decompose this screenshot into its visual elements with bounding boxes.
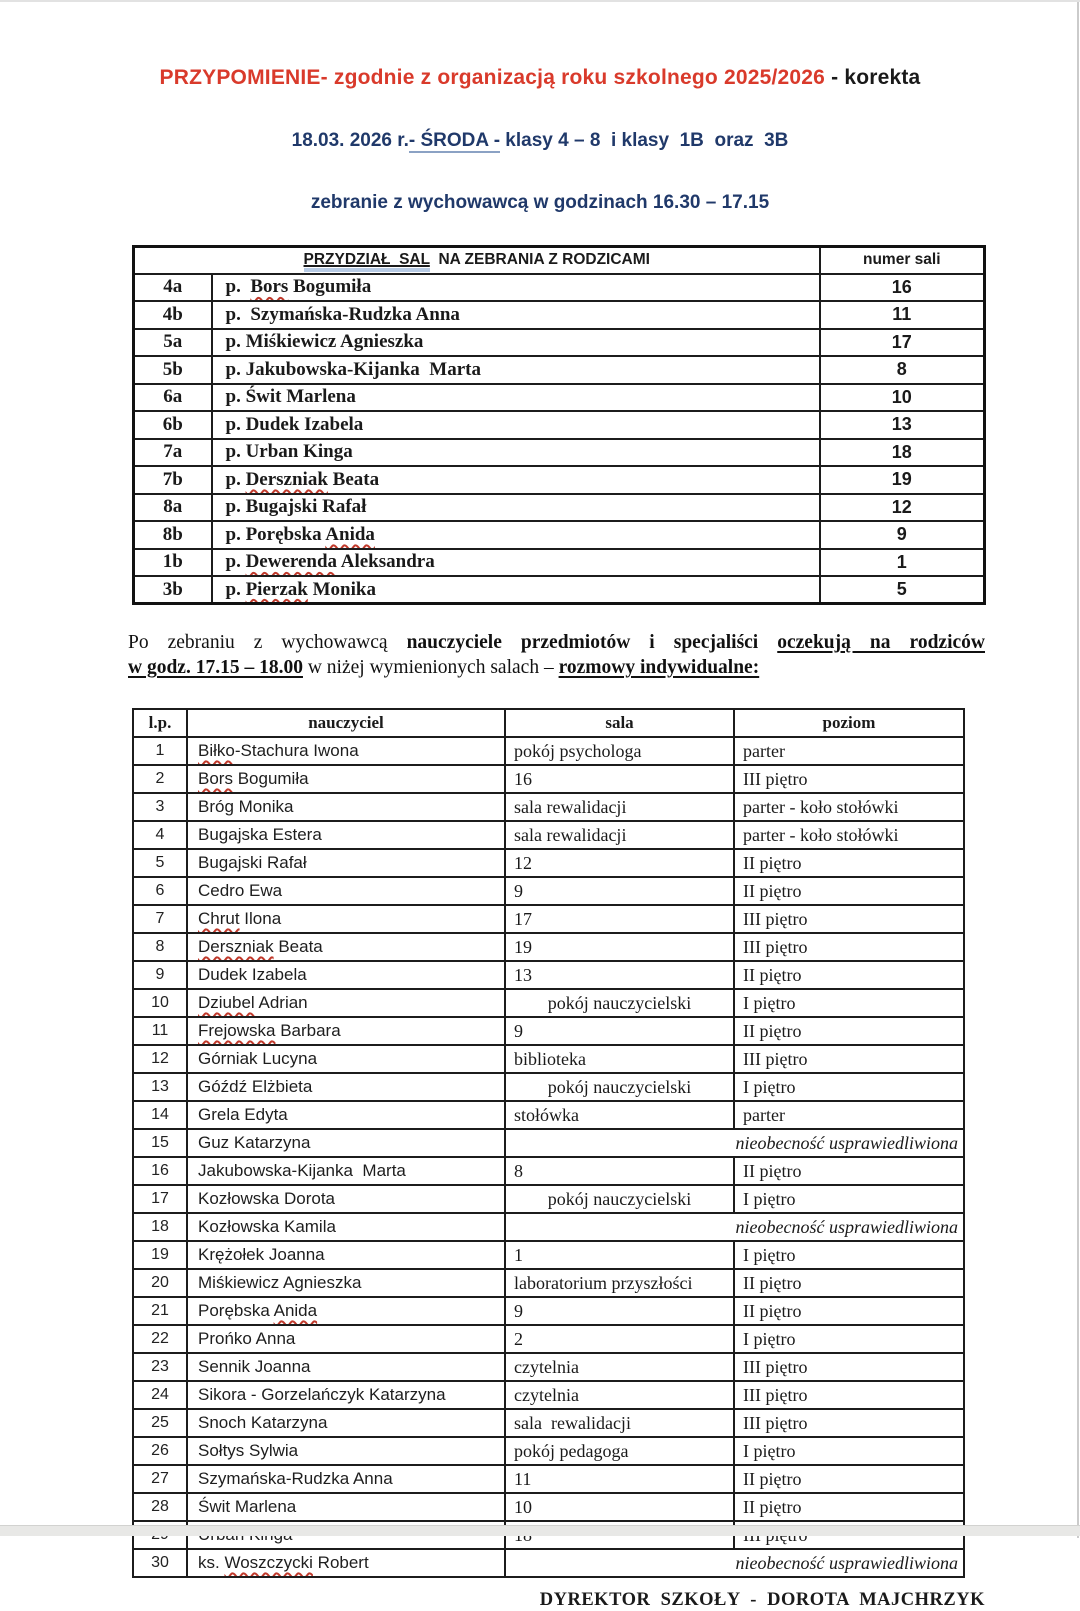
- row-number: 15: [133, 1129, 187, 1157]
- teacher-name: Bugajska Estera: [187, 821, 505, 849]
- table-row: [133, 905, 964, 933]
- room-cell: 9: [505, 877, 734, 905]
- teacher-name: Kozłowska Kamila: [187, 1213, 505, 1241]
- table-row: [134, 329, 985, 357]
- intro-underlined-2: w godz. 17.15 – 18.00: [128, 657, 303, 678]
- intro-normal-1: Po zebraniu z wychowawcą: [128, 632, 407, 653]
- table-row: [134, 274, 985, 302]
- level-cell: II piętro: [734, 849, 964, 877]
- room-cell: pokój pedagoga: [505, 1437, 734, 1465]
- teacher-header: nauczyciel: [187, 709, 505, 737]
- spellcheck-underline: Bors: [198, 769, 233, 788]
- row-number: 21: [133, 1297, 187, 1325]
- spellcheck-underline: Woszczycki: [224, 1553, 313, 1572]
- table-header-row: [133, 709, 964, 737]
- teacher-name: Bors Bogumiła: [187, 765, 505, 793]
- teacher-name: Derszniak Beata: [187, 933, 505, 961]
- row-number: 1: [133, 737, 187, 765]
- table-row: [133, 1017, 964, 1045]
- class-label: 5b: [134, 356, 212, 384]
- row-number: 5: [133, 849, 187, 877]
- spellcheck-underline: Anida: [273, 1301, 318, 1320]
- intro-underlined-3: rozmowy indywidualne:: [558, 657, 760, 678]
- table-row: [133, 933, 964, 961]
- room-number-header: numer sali: [820, 247, 985, 274]
- room-cell: biblioteka: [505, 1045, 734, 1073]
- room-cell: 2: [505, 1325, 734, 1353]
- level-cell: parter - koło stołówki: [734, 793, 964, 821]
- teacher-name: p. Dudek Izabela: [212, 411, 820, 439]
- intro-underlined-1: oczekują na rodziców: [777, 632, 985, 653]
- row-number: 10: [133, 989, 187, 1017]
- room-number: 11: [820, 301, 985, 329]
- table-row: [134, 411, 985, 439]
- spellcheck-underline: Anida: [325, 523, 375, 545]
- row-number: 16: [133, 1157, 187, 1185]
- spellcheck-underline: Pierzak: [245, 578, 308, 600]
- teacher-name: p. Porębska Anida: [212, 521, 820, 549]
- level-cell: I piętro: [734, 1073, 964, 1101]
- level-cell: I piętro: [734, 1437, 964, 1465]
- teacher-name: p. Bugajski Rafał: [212, 494, 820, 522]
- teacher-name: Bugajski Rafał: [187, 849, 505, 877]
- teacher-name: Dziubel Adrian: [187, 989, 505, 1017]
- teacher-name: p. Szymańska-Rudzka Anna: [212, 301, 820, 329]
- table-row: [133, 1241, 964, 1269]
- teacher-name: Świt Marlena: [187, 1493, 505, 1521]
- teacher-name: Guz Katarzyna: [187, 1129, 505, 1157]
- level-cell: III piętro: [734, 933, 964, 961]
- level-cell: III piętro: [734, 1353, 964, 1381]
- table-row: [133, 1213, 964, 1241]
- class-label: 4a: [134, 274, 212, 302]
- table-row: [134, 521, 985, 549]
- teacher-name: Góźdź Elżbieta: [187, 1073, 505, 1101]
- room-cell: 1: [505, 1241, 734, 1269]
- lp-header: l.p.: [133, 709, 187, 737]
- spellcheck-underline: Derszniak: [245, 468, 328, 490]
- teacher-name: Grela Edyta: [187, 1101, 505, 1129]
- table-row: [133, 737, 964, 765]
- weekday-underlined: - ŚRODA -: [408, 130, 501, 151]
- teacher-name: p. Świt Marlena: [212, 384, 820, 412]
- absence-note: nieobecność usprawiedliwiona: [505, 1549, 964, 1577]
- level-cell: III piętro: [734, 765, 964, 793]
- intro-bold-1: nauczyciele przedmiotów i specjaliści: [406, 632, 778, 653]
- level-cell: II piętro: [734, 1017, 964, 1045]
- level-cell: II piętro: [734, 877, 964, 905]
- class-label: 5a: [134, 329, 212, 357]
- level-cell: II piętro: [734, 1297, 964, 1325]
- row-number: 17: [133, 1185, 187, 1213]
- table-row: [133, 765, 964, 793]
- teacher-name: Dudek Izabela: [187, 961, 505, 989]
- teacher-name: Jakubowska-Kijanka Marta: [187, 1157, 505, 1185]
- spellcheck-underline: Dewerenda: [245, 551, 338, 573]
- spellcheck-underline: Chrut: [198, 909, 240, 928]
- room-number: 12: [820, 494, 985, 522]
- row-number: 19: [133, 1241, 187, 1269]
- table-row: [133, 1269, 964, 1297]
- room-cell: sala rewalidacji: [505, 793, 734, 821]
- level-cell: parter - koło stołówki: [734, 821, 964, 849]
- table-row: [133, 793, 964, 821]
- room-assignment-table: [132, 245, 986, 605]
- level-cell: I piętro: [734, 1241, 964, 1269]
- teacher-name: Sołtys Sylwia: [187, 1437, 505, 1465]
- room-number: 16: [820, 274, 985, 302]
- room-number: 17: [820, 329, 985, 357]
- table-row: [133, 1101, 964, 1129]
- row-number: 3: [133, 793, 187, 821]
- table-row: [134, 301, 985, 329]
- level-cell: II piętro: [734, 1157, 964, 1185]
- assignment-header-rest: NA ZEBRANIA Z RODZICAMI: [429, 251, 650, 269]
- room-cell: 12: [505, 849, 734, 877]
- teacher-name: Porębska Anida: [187, 1297, 505, 1325]
- row-number: 28: [133, 1493, 187, 1521]
- room-cell: 13: [505, 961, 734, 989]
- teacher-name: Górniak Lucyna: [187, 1045, 505, 1073]
- teacher-name: p. Jakubowska-Kijanka Marta: [212, 356, 820, 384]
- teacher-name: Chrut Ilona: [187, 905, 505, 933]
- room-number: 9: [820, 521, 985, 549]
- table-row: [133, 1353, 964, 1381]
- title-red-text: PRZYPOMIENIE- zgodnie z organizacją roku szkolnego 2025/2026: [159, 66, 826, 89]
- meeting-time-line: zebranie z wychowawcą w godzinach 16.30 – 17.15: [310, 192, 770, 213]
- room-number: 19: [820, 466, 985, 494]
- teacher-name: Szymańska-Rudzka Anna: [187, 1465, 505, 1493]
- teacher-name: Prońko Anna: [187, 1325, 505, 1353]
- row-number: 24: [133, 1381, 187, 1409]
- level-cell: I piętro: [734, 1325, 964, 1353]
- table-row: [133, 961, 964, 989]
- table-row: [134, 576, 985, 604]
- table-row: [134, 439, 985, 467]
- document-title: [0, 66, 1080, 90]
- level-header: poziom: [734, 709, 964, 737]
- row-number: 26: [133, 1437, 187, 1465]
- table-row: [133, 1297, 964, 1325]
- room-number: 1: [820, 549, 985, 577]
- room-cell: sala rewalidacji: [505, 821, 734, 849]
- room-cell: stołówka: [505, 1101, 734, 1129]
- room-cell: 11: [505, 1465, 734, 1493]
- room-number: 5: [820, 576, 985, 604]
- class-label: 7a: [134, 439, 212, 467]
- room-cell: 9: [505, 1297, 734, 1325]
- table-row: [133, 1185, 964, 1213]
- absence-note: nieobecność usprawiedliwiona: [505, 1213, 964, 1241]
- table-row: [133, 1465, 964, 1493]
- class-label: 7b: [134, 466, 212, 494]
- page-top-edge: [0, 0, 1080, 2]
- teacher-name: p. Bors Bogumiła: [212, 274, 820, 302]
- table-header-row: [134, 247, 985, 274]
- row-number: 13: [133, 1073, 187, 1101]
- teacher-name: p. Miśkiewicz Agnieszka: [212, 329, 820, 357]
- room-cell: czytelnia: [505, 1353, 734, 1381]
- row-number: 23: [133, 1353, 187, 1381]
- document-header: [0, 0, 1080, 232]
- row-number: 2: [133, 765, 187, 793]
- director-signature: DYREKTOR SZKOŁY - DOROTA MAJCHRZYK: [539, 1590, 985, 1610]
- teacher-name: p. Dewerenda Aleksandra: [212, 549, 820, 577]
- room-number: 18: [820, 439, 985, 467]
- class-label: 6b: [134, 411, 212, 439]
- table-row: [134, 549, 985, 577]
- room-number: 8: [820, 356, 985, 384]
- room-cell: 19: [505, 933, 734, 961]
- room-cell: pokój nauczycielski: [505, 1185, 734, 1213]
- level-cell: II piętro: [734, 1269, 964, 1297]
- row-number: 12: [133, 1045, 187, 1073]
- teacher-name: Krężołek Joanna: [187, 1241, 505, 1269]
- room-number: 10: [820, 384, 985, 412]
- table-row: [134, 466, 985, 494]
- table-row: [133, 1381, 964, 1409]
- class-label: 3b: [134, 576, 212, 604]
- page-bottom-edge: [0, 1525, 1080, 1536]
- room-header: sala: [505, 709, 734, 737]
- intro-line-2: [128, 655, 985, 680]
- class-label: 6a: [134, 384, 212, 412]
- date-suffix: klasy 4 – 8 i klasy 1B oraz 3B: [500, 130, 789, 151]
- teacher-name: ks. Woszczycki Robert: [187, 1549, 505, 1577]
- level-cell: III piętro: [734, 1045, 964, 1073]
- level-cell: III piętro: [734, 905, 964, 933]
- level-cell: II piętro: [734, 961, 964, 989]
- row-number: 8: [133, 933, 187, 961]
- level-cell: II piętro: [734, 1465, 964, 1493]
- level-cell: III piętro: [734, 1409, 964, 1437]
- room-cell: czytelnia: [505, 1381, 734, 1409]
- class-label: 4b: [134, 301, 212, 329]
- teacher-name: Frejowska Barbara: [187, 1017, 505, 1045]
- row-number: 20: [133, 1269, 187, 1297]
- teacher-name: Sikora - Gorzelańczyk Katarzyna: [187, 1381, 505, 1409]
- teacher-name: Snoch Katarzyna: [187, 1409, 505, 1437]
- table-row: [133, 1073, 964, 1101]
- room-cell: sala rewalidacji: [505, 1409, 734, 1437]
- assignment-header-underlined: PRZYDZIAŁ SAL: [304, 251, 430, 272]
- room-cell: 8: [505, 1157, 734, 1185]
- room-cell: laboratorium przyszłości: [505, 1269, 734, 1297]
- row-number: 9: [133, 961, 187, 989]
- row-number: 14: [133, 1101, 187, 1129]
- intro-paragraph: [128, 630, 985, 680]
- table-row: [133, 989, 964, 1017]
- class-label: 8a: [134, 494, 212, 522]
- page-right-edge: [1077, 2, 1079, 1538]
- class-label: 8b: [134, 521, 212, 549]
- intro-line-1: [128, 630, 985, 655]
- teacher-name: Bróg Monika: [187, 793, 505, 821]
- spellcheck-underline: Derszniak: [198, 937, 274, 956]
- level-cell: I piętro: [734, 989, 964, 1017]
- teacher-name: Kozłowska Dorota: [187, 1185, 505, 1213]
- table-row: [133, 821, 964, 849]
- intro-normal-2: w niżej wymienionych salach –: [302, 657, 559, 678]
- row-number: 22: [133, 1325, 187, 1353]
- date-prefix: 18.03. 2026 r.: [291, 130, 409, 151]
- table-row: [133, 877, 964, 905]
- row-number: 25: [133, 1409, 187, 1437]
- teacher-name: p. Derszniak Beata: [212, 466, 820, 494]
- date-line: [0, 130, 1080, 152]
- assignment-header-cell: [134, 247, 820, 274]
- room-cell: pokój nauczycielski: [505, 989, 734, 1017]
- title-suffix: - korekta: [825, 66, 921, 89]
- teacher-name: p. Pierzak Monika: [212, 576, 820, 604]
- table-row: [133, 1549, 964, 1577]
- level-cell: III piętro: [734, 1381, 964, 1409]
- spellcheck-underline: Biłko: [198, 741, 235, 760]
- row-number: 18: [133, 1213, 187, 1241]
- row-number: 7: [133, 905, 187, 933]
- level-cell: II piętro: [734, 1493, 964, 1521]
- row-number: 27: [133, 1465, 187, 1493]
- teachers-schedule-table: [132, 708, 965, 1578]
- room-cell: 10: [505, 1493, 734, 1521]
- table-row: [133, 1325, 964, 1353]
- class-label: 1b: [134, 549, 212, 577]
- level-cell: parter: [734, 737, 964, 765]
- table-row: [134, 494, 985, 522]
- room-cell: 17: [505, 905, 734, 933]
- row-number: 11: [133, 1017, 187, 1045]
- row-number: 30: [133, 1549, 187, 1577]
- table-row: [133, 1129, 964, 1157]
- spellcheck-underline: Frejowska: [198, 1021, 276, 1040]
- teacher-name: Miśkiewicz Agnieszka: [187, 1269, 505, 1297]
- absence-note: nieobecność usprawiedliwiona: [505, 1129, 964, 1157]
- table-row: [133, 1493, 964, 1521]
- teacher-name: Sennik Joanna: [187, 1353, 505, 1381]
- teacher-name: p. Urban Kinga: [212, 439, 820, 467]
- table-row: [134, 384, 985, 412]
- room-cell: pokój nauczycielski: [505, 1073, 734, 1101]
- table-row: [133, 1045, 964, 1073]
- table-row: [133, 1437, 964, 1465]
- teacher-name: Biłko-Stachura Iwona: [187, 737, 505, 765]
- level-cell: parter: [734, 1101, 964, 1129]
- row-number: 4: [133, 821, 187, 849]
- table-row: [133, 1157, 964, 1185]
- table-row: [133, 1409, 964, 1437]
- room-number: 13: [820, 411, 985, 439]
- room-cell: 9: [505, 1017, 734, 1045]
- row-number: 6: [133, 877, 187, 905]
- room-cell: pokój psychologa: [505, 737, 734, 765]
- spellcheck-underline: Bors: [250, 276, 289, 298]
- table-row: [134, 356, 985, 384]
- room-cell: 16: [505, 765, 734, 793]
- spellcheck-underline: Dziubel: [198, 993, 255, 1012]
- teacher-name: Cedro Ewa: [187, 877, 505, 905]
- level-cell: I piętro: [734, 1185, 964, 1213]
- table-row: [133, 849, 964, 877]
